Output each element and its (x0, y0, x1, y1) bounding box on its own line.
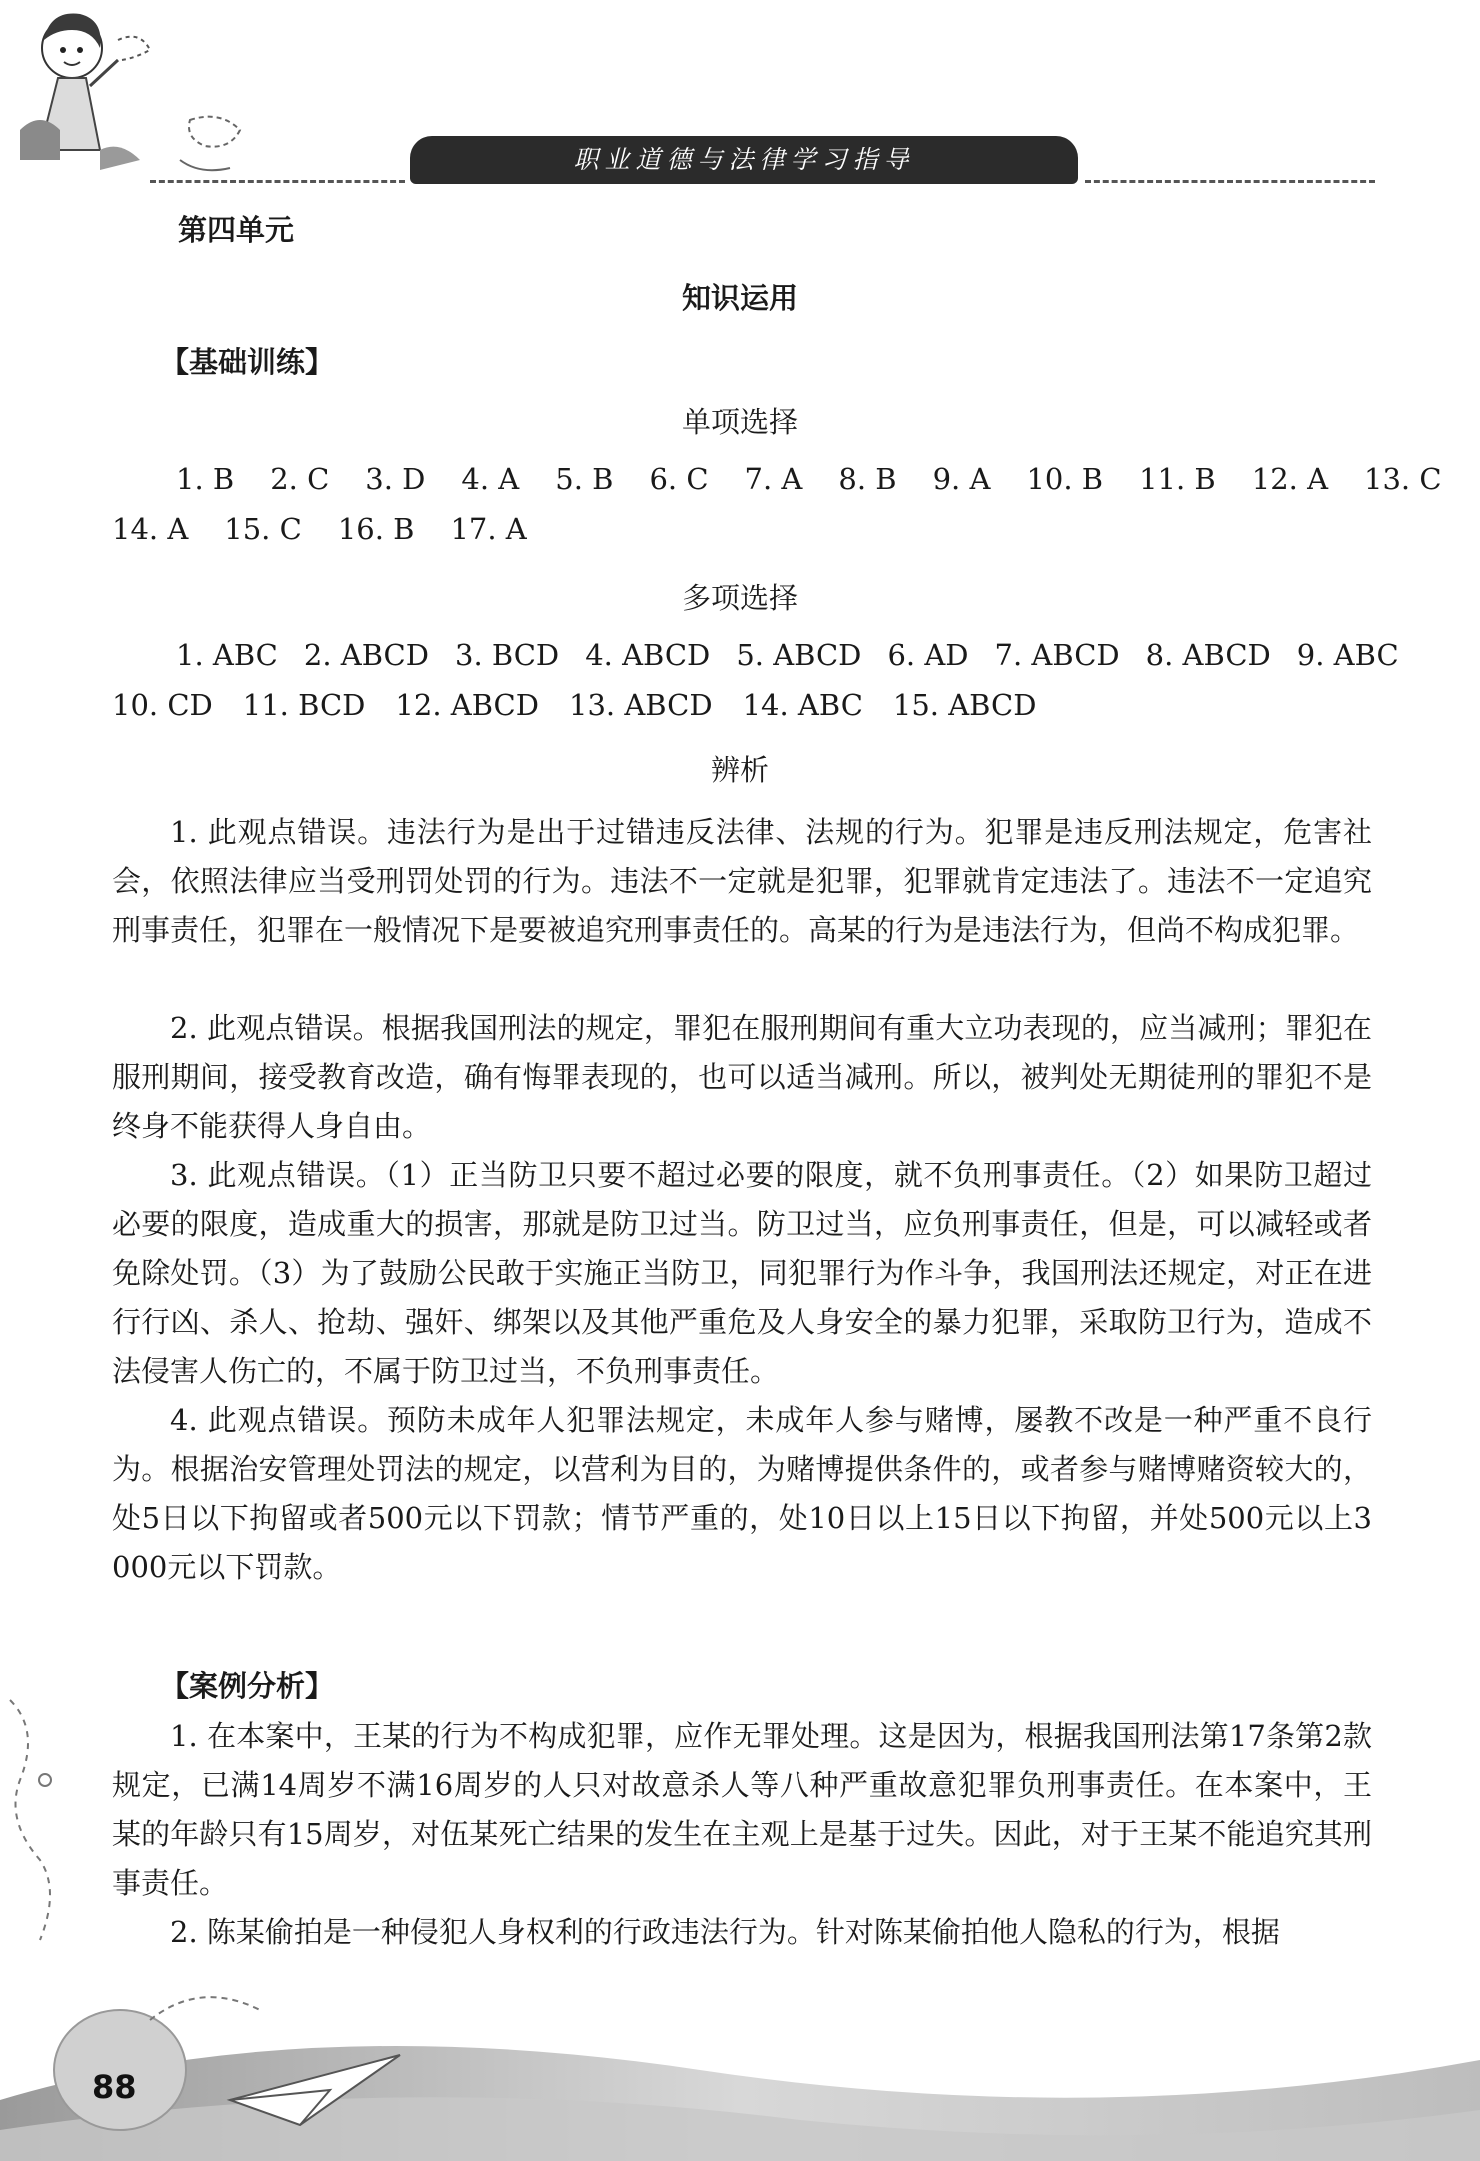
multi-answer-5: 5. ABCD (736, 638, 862, 672)
header-dash-left (150, 180, 405, 183)
single-answer-1: 1. B (176, 462, 235, 496)
multi-answer-10: 10. CD (112, 688, 213, 722)
multiple-choice-line-2 (112, 688, 1036, 722)
multi-answer-9: 9. ABC (1296, 638, 1399, 672)
case-paragraph-1: 1. 在本案中，王某的行为不构成犯罪，应作无罪处理。这是因为，根据我国刑法第17条第2款规定，已满14周岁不满16周岁的人只对故意杀人等八种严重故意犯罪负刑事责任。在本案中，王某的年龄只有15周岁，对伍某死亡结果的发生在主观上是基于过失。因此，对于王某不能追究其刑事责任。 (112, 1719, 1372, 1900)
basic-training-heading: 【基础训练】 (160, 345, 335, 379)
single-answer-8: 8. B (838, 462, 897, 496)
single-answer-12: 12. A (1251, 462, 1329, 496)
multi-answer-3: 3. BCD (455, 638, 560, 672)
single-answer-3: 3. D (365, 462, 426, 496)
single-answer-14: 14. A (112, 512, 189, 546)
multi-answer-6: 6. AD (887, 638, 969, 672)
side-dashed-decoration (0, 1690, 80, 1950)
case-analysis-heading: 【案例分析】 (160, 1669, 335, 1703)
case-paragraph-2: 2. 陈某偷拍是一种侵犯人身权利的行政违法行为。针对陈某偷拍他人隐私的行为，根据 (170, 1915, 1280, 1949)
single-choice-title: 单项选择 (681, 405, 798, 439)
multi-answer-2: 2. ABCD (303, 638, 429, 672)
multi-answer-12: 12. ABCD (395, 688, 539, 722)
single-choice-line-2 (112, 512, 527, 546)
multi-answer-14: 14. ABC (742, 688, 863, 722)
single-answer-9: 9. A (932, 462, 991, 496)
footer-wave-decoration (0, 1950, 1480, 2161)
multi-answer-7: 7. ABCD (994, 638, 1120, 672)
multiple-choice-title: 多项选择 (681, 581, 798, 615)
single-answer-16: 16. B (337, 512, 415, 546)
multi-answer-15: 15. ABCD (892, 688, 1037, 722)
multiple-choice-line-1 (176, 638, 1399, 672)
single-answer-5: 5. B (555, 462, 614, 496)
section-title: 知识运用 (681, 281, 798, 315)
multi-answer-13: 13. ABCD (569, 688, 713, 722)
cartoon-girl-illustration (0, 0, 260, 200)
single-answer-15: 15. C (224, 512, 302, 546)
multi-answer-1: 1. ABC (176, 638, 278, 672)
header-dash-right (1085, 180, 1375, 183)
page-number: 88 (92, 2068, 137, 2106)
single-answer-7: 7. A (744, 462, 803, 496)
analysis-paragraph-2: 2. 此观点错误。根据我国刑法的规定，罪犯在服刑期间有重大立功表现的，应当减刑；罪犯在服刑期间，接受教育改造，确有悔罪表现的，也可以适当减刑。所以，被判处无期徒刑的罪犯不是终身不能获得人身自由。 (112, 1011, 1372, 1143)
analysis-paragraph-3: 3. 此观点错误。（1）正当防卫只要不超过必要的限度，就不负刑事责任。（2）如果防卫超过必要的限度，造成重大的损害，那就是防卫过当。防卫过当，应负刑事责任，但是，可以减轻或者免除处罚。（3）为了鼓励公民敢于实施正当防卫，同犯罪行为作斗争，我国刑法还规定，对正在进行行凶、杀人、抢劫、强奸、绑架以及其他严重危及人身安全的暴力犯罪，采取防卫行为，造成不法侵害人伤亡的，不属于防卫过当，不负刑事责任。 (112, 1158, 1372, 1388)
single-answer-17: 17. A (450, 512, 527, 546)
unit-title: 第四单元 (178, 213, 295, 247)
single-answer-10: 10. B (1026, 462, 1104, 496)
analysis-title: 辨析 (710, 753, 769, 787)
single-answer-11: 11. B (1139, 462, 1216, 496)
analysis-paragraph-4: 4. 此观点错误。预防未成年人犯罪法规定，未成年人参与赌博，屡教不改是一种严重不良行为。根据治安管理处罚法的规定，以营利为目的，为赌博提供条件的，或者参与赌博赌资较大的，处5日以下拘留或者500元以下罚款；情节严重的，处10日以上15日以下拘留，并处500元以上3 000元以下罚款。 (112, 1403, 1372, 1584)
single-answer-13: 13. C (1364, 462, 1442, 496)
single-answer-2: 2. C (270, 462, 330, 496)
single-answer-6: 6. C (649, 462, 709, 496)
header-banner: 职业道德与法律学习指导 (410, 136, 1078, 184)
multi-answer-8: 8. ABCD (1145, 638, 1271, 672)
multi-answer-4: 4. ABCD (585, 638, 711, 672)
analysis-paragraph-1: 1. 此观点错误。违法行为是出于过错违反法律、法规的行为。犯罪是违反刑法规定，危害社会，依照法律应当受刑罚处罚的行为。违法不一定就是犯罪，犯罪就肯定违法了。违法不一定追究刑事责任，犯罪在一般情况下是要被追究刑事责任的。高某的行为是违法行为，但尚不构成犯罪。 (112, 815, 1372, 947)
single-answer-4: 4. A (461, 462, 520, 496)
single-choice-line-1 (176, 462, 1442, 496)
multi-answer-11: 11. BCD (242, 688, 366, 722)
